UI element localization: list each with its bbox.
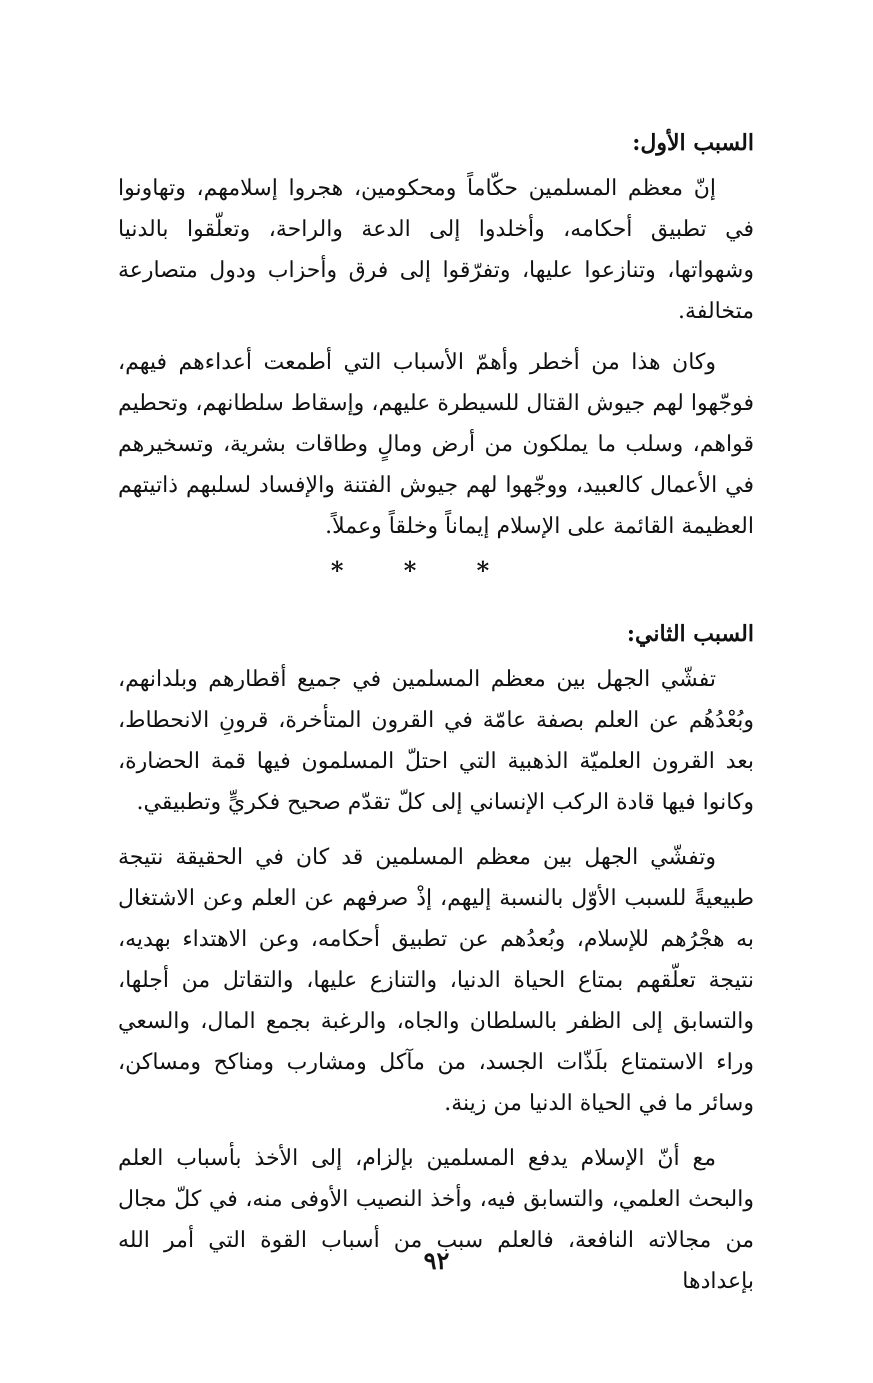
paragraph-1: إنّ معظم المسلمين حكّاماً ومحكومين، هجروا إسلامهم، وتهاونوا في تطبيق أحكامه، وأخلدوا إلى الدعة والراحة، وتعلّقوا بالدنيا وشهواتها، وتنازعوا عليها، وتفرّقوا إلى فرق وأحزاب ودول متصارعة متخالفة. — [118, 176, 754, 324]
paragraph-2: وكان هذا من أخطر وأهمّ الأسباب التي أطمعت أعداءهم فيهم، فوجّهوا لهم جيوش القتال للسيطرة عليهم، وإسقاط سلطانهم، وتحطيم قواهم، وسلب ما يملكون من أرض ومالٍ وطاقات بشرية، وتسخيرهم في الأعمال كالعبيد، ووجّهوا لهم جيوش الفتنة والإفساد لسلبهم ذاتيتهم العظيمة القائمة على الإسلام إيماناً وخلقاً وعملاً. — [118, 350, 754, 539]
section-separator: * * * — [330, 556, 516, 585]
paragraph-4: وتفشّي الجهل بين معظم المسلمين قد كان في الحقيقة نتيجة طبيعيةً للسبب الأوّل بالنسبة إليهم، إذْ صرفهم عن العلم وعن الاشتغال به هجْرُهم للإسلام، وبُعدُهم عن تطبيق أحكامه، وعن الاهتداء بهديه، نتيجة تعلّقهم بمتاع الحياة الدنيا، والتنازع عليها، والتقاتل من أجلها، والتسابق إلى الظفر بالسلطان والجاه، والرغبة بجمع المال، والسعي وراء الاستمتاع بلَذّات الجسد، من مآكل ومشارب ومناكح ومساكن، وسائر ما في الحياة الدنيا من زينة. — [118, 845, 754, 1116]
page-number: ٩٢ — [423, 1246, 450, 1275]
paragraph-5: مع أنّ الإسلام يدفع المسلمين بإلزام، إلى الأخذ بأسباب العلم والبحث العلمي، والتسابق فيه، وأخذ النصيب الأوفى منه، في كلّ مجال من مجالاته النافعة، فالعلم سبب من أسباب القوة التي أمر الله بإعدادها — [118, 1146, 754, 1294]
section-heading-2: السبب الثاني: — [626, 621, 754, 647]
paragraph-spacer — [118, 1124, 754, 1138]
page-body — [118, 118, 754, 1302]
paragraph-spacer — [118, 823, 754, 837]
paragraph-3: تفشّي الجهل بين معظم المسلمين في جميع أقطارهم وبلدانهم، وبُعْدُهُم عن العلم بصفة عامّة في القرون المتأخرة، قرونِ الانحطاط، بعد القرون العلميّة الذهبية التي احتلّ المسلمون فيها قمة الحضارة، وكانوا فيها قادة الركب الإنساني إلى كلّ تقدّم صحيح فكريٍّ وتطبيقي. — [118, 667, 754, 815]
section-heading-1: السبب الأول: — [632, 130, 754, 156]
paragraph-spacer — [118, 332, 754, 342]
